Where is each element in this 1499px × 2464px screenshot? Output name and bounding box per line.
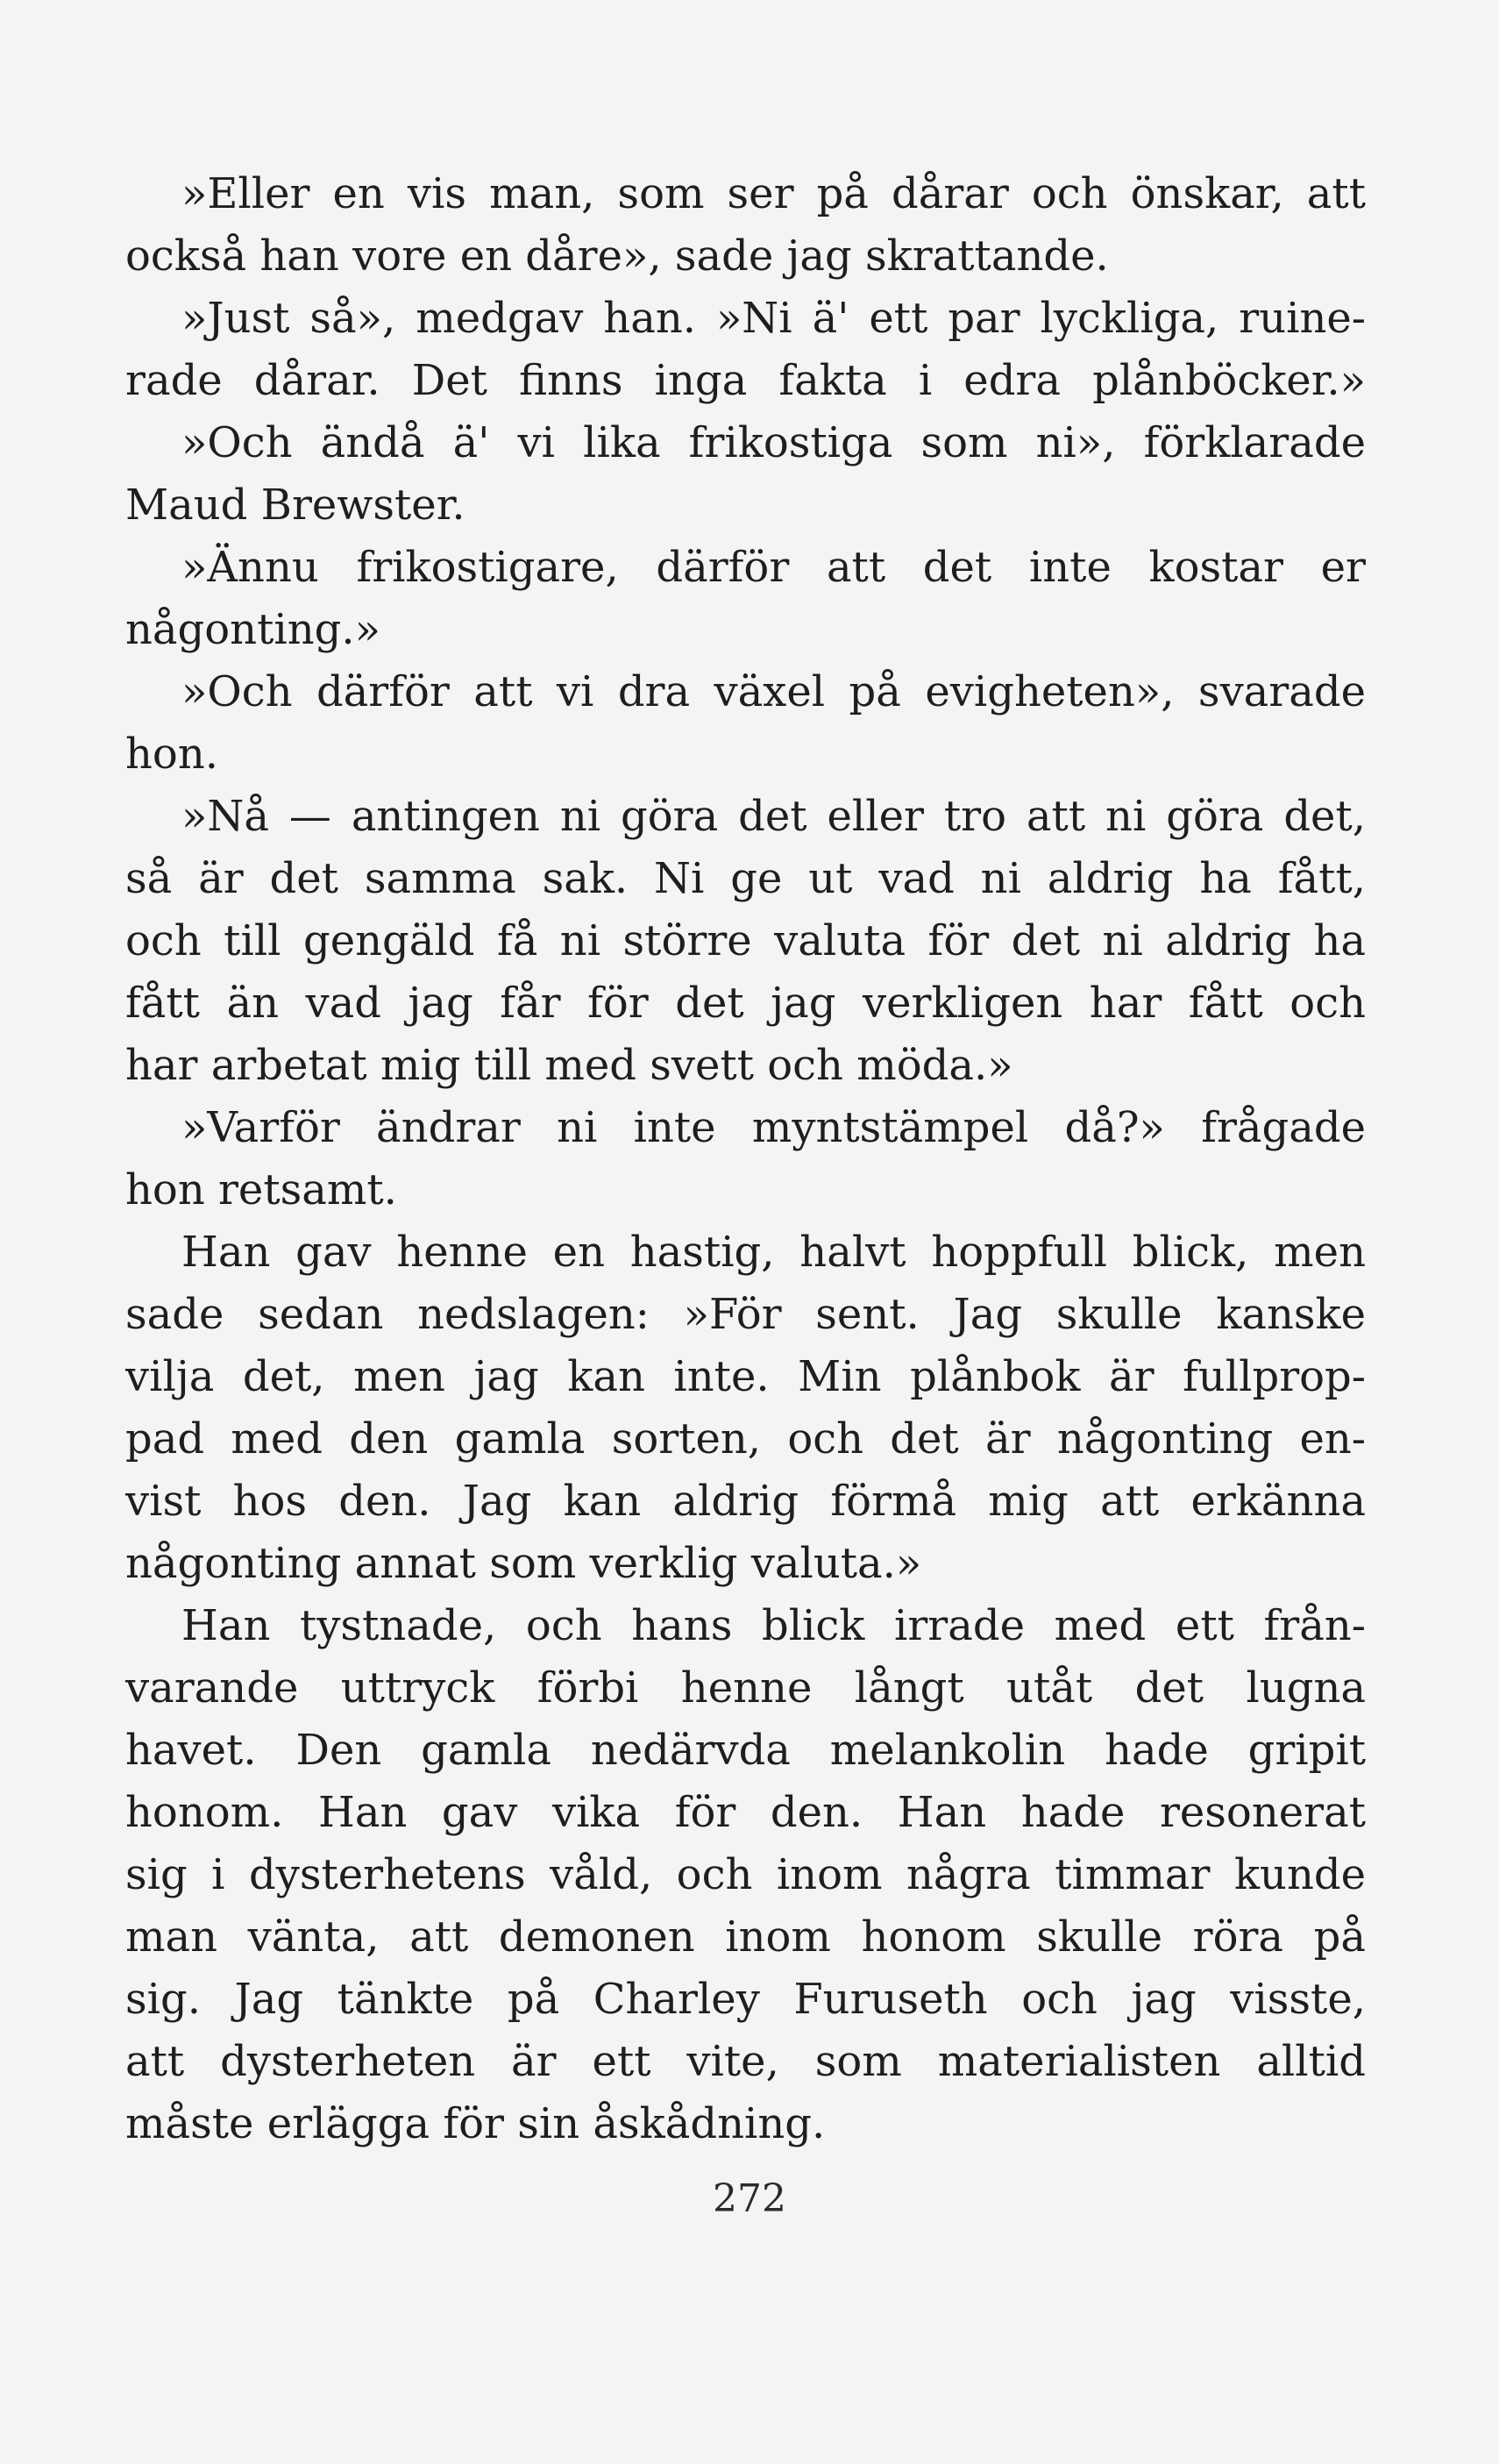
text-line: »Eller en vis man, som ser på dårar och önskar, att bbox=[181, 169, 1366, 218]
text-line: havet. Den gamla nedärvda melankolin hade gripit bbox=[125, 1726, 1366, 1775]
text-line: sig i dysterhetens våld, och inom några timmar kunde bbox=[125, 1850, 1366, 1899]
text-line: honom. Han gav vika för den. Han hade resonerat bbox=[125, 1788, 1366, 1837]
text-line: någonting annat som verklig valuta.» bbox=[125, 1539, 922, 1588]
text-line: hon retsamt. bbox=[125, 1165, 397, 1214]
text-line: vilja det, men jag kan inte. Min plånbok är fullprop- bbox=[125, 1352, 1366, 1401]
text-line: fått än vad jag får för det jag verkligen har fått och bbox=[125, 979, 1366, 1028]
text-line: också han vore en dåre», sade jag skrattande. bbox=[125, 231, 1109, 281]
text-line: man vänta, att demonen inom honom skulle röra på bbox=[125, 1912, 1366, 1962]
text-line: måste erlägga för sin åskådning. bbox=[125, 2099, 826, 2148]
text-line: »Och därför att vi dra växel på evigheten», svarade bbox=[181, 667, 1366, 716]
text-line: så är det samma sak. Ni ge ut vad ni aldrig ha fått, bbox=[125, 854, 1366, 903]
text-line: vist hos den. Jag kan aldrig förmå mig att erkänna bbox=[125, 1477, 1366, 1526]
text-line: »Just så», medgav han. »Ni ä' ett par lyckliga, ruine- bbox=[181, 294, 1366, 343]
text-line: att dysterheten är ett vite, som materialisten alltid bbox=[125, 2037, 1366, 2086]
text-line: Han tystnade, och hans blick irrade med ett från- bbox=[181, 1601, 1366, 1650]
text-line: »Varför ändrar ni inte myntstämpel då?» frågade bbox=[181, 1103, 1366, 1152]
text-line: Han gav henne en hastig, halvt hoppfull blick, men bbox=[181, 1228, 1366, 1277]
text-line: och till gengäld få ni större valuta för det ni aldrig ha bbox=[125, 916, 1366, 965]
text-line: »Ännu frikostigare, därför att det inte kostar er bbox=[181, 543, 1366, 592]
text-line: »Och ändå ä' vi lika frikostiga som ni», förklarade bbox=[181, 418, 1366, 467]
text-line: pad med den gamla sorten, och det är någonting en- bbox=[125, 1414, 1366, 1463]
text-line: Maud Brewster. bbox=[125, 481, 465, 530]
page-number: 272 bbox=[713, 2176, 786, 2221]
text-line: sig. Jag tänkte på Charley Furuseth och jag visste, bbox=[125, 1975, 1366, 2024]
text-line: varande uttryck förbi henne långt utåt det lugna bbox=[125, 1663, 1366, 1713]
text-line: någonting.» bbox=[125, 605, 380, 654]
text-line: har arbetat mig till med svett och möda.» bbox=[125, 1041, 1013, 1090]
text-line: hon. bbox=[125, 730, 218, 779]
text-line: sade sedan nedslagen: »För sent. Jag skulle kanske bbox=[125, 1290, 1366, 1339]
text-line: »Nå — antingen ni göra det eller tro att ni göra det, bbox=[181, 792, 1366, 841]
text-line: rade dårar. Det finns inga fakta i edra plånböcker.» bbox=[125, 356, 1366, 405]
